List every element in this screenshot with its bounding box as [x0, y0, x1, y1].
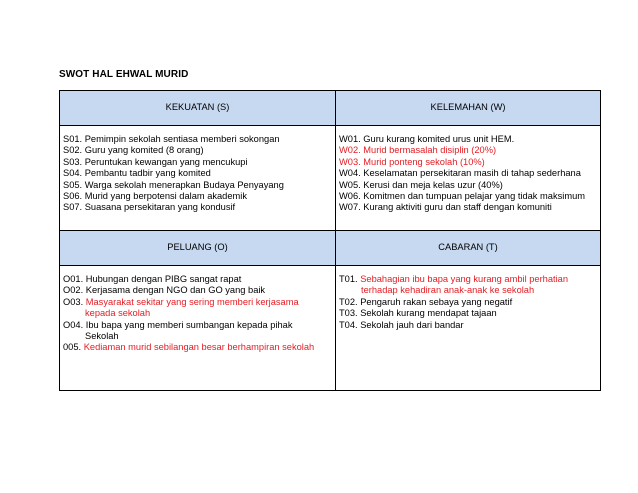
- item-code: W07.: [339, 202, 361, 213]
- strength-item: [63, 191, 333, 202]
- strengths-cell: [60, 126, 336, 231]
- item-code: S01.: [63, 134, 83, 144]
- item-code: W01.: [339, 134, 361, 144]
- weakness-item: [339, 191, 598, 202]
- item-text: Komitmen dan tumpuan pelajar yang tidak maksimum: [363, 191, 585, 202]
- threat-item: [339, 320, 598, 331]
- item-text: Suasana persekitaran yang kondusif: [84, 202, 236, 213]
- weaknesses-cell: [336, 126, 601, 231]
- item-text: Pemimpin sekolah sentiasa memberi sokongan: [84, 134, 280, 144]
- item-text: Guru kurang komited urus unit HEM.: [363, 134, 515, 144]
- opportunity-item: [63, 274, 333, 285]
- opportunity-item: [63, 320, 333, 331]
- item-text: Peruntukan kewangan yang mencukupi: [84, 156, 248, 167]
- item-text: Sekolah jauh dari bandar: [360, 319, 464, 330]
- item-code: W04.: [339, 168, 361, 179]
- weakness-item: [339, 180, 598, 191]
- item-text: Kerusi dan meja kelas uzur (40%): [363, 179, 503, 190]
- weakness-item: [339, 202, 598, 213]
- opportunity-item-continuation: kepada sekolah: [85, 308, 151, 319]
- item-text: Kurang aktiviti guru dan staff dengan komuniti: [363, 202, 552, 213]
- strength-item: [63, 145, 333, 156]
- item-text: Murid bermasalah disiplin (20%): [363, 145, 497, 156]
- item-code: S02.: [63, 145, 83, 156]
- opportunity-item: [63, 285, 333, 296]
- weakness-item-highlighted: [339, 145, 598, 156]
- header-row-sw: [60, 91, 601, 126]
- opportunity-item-continuation: Sekolah: [85, 331, 119, 342]
- item-code: T04.: [339, 319, 358, 330]
- item-code: T02.: [339, 296, 358, 307]
- item-text: Keselamatan persekitaran masih di tahap sederhana: [363, 168, 581, 179]
- item-code: O04.: [63, 319, 84, 330]
- item-code: T01.: [339, 274, 358, 284]
- header-opportunities: PELUANG (O): [60, 231, 336, 266]
- item-text: Guru yang komited (8 orang): [84, 145, 204, 156]
- item-text-highlighted: Masyarakat sekitar yang sering memberi kerjasama: [85, 296, 299, 307]
- strength-item: [63, 202, 333, 213]
- item-code: W06.: [339, 191, 361, 202]
- strength-item: [63, 134, 333, 145]
- swot-table: [59, 90, 601, 391]
- item-code: O03.: [63, 296, 84, 307]
- threat-item: [339, 274, 598, 285]
- opportunities-cell: [60, 266, 336, 391]
- item-code: S06.: [63, 191, 83, 202]
- document-title: SWOT HAL EHWAL MURID: [59, 69, 189, 80]
- strength-item: [63, 157, 333, 168]
- item-code: W05.: [339, 179, 361, 190]
- item-code: T03.: [339, 308, 358, 319]
- item-code: W03.: [339, 156, 361, 167]
- strength-item: [63, 180, 333, 191]
- item-text: Hubungan dengan PIBG sangat rapat: [85, 274, 242, 284]
- item-text: Murid ponteng sekolah (10%): [363, 156, 485, 167]
- item-text: Pembantu tadbir yang komited: [84, 168, 211, 179]
- weakness-item: [339, 168, 598, 179]
- item-code: 005.: [63, 342, 82, 353]
- item-text: Kerjasama dengan NGO dan GO yang baik: [85, 285, 266, 296]
- item-code: W02.: [339, 145, 361, 156]
- item-text-highlighted: Kediaman murid sebilangan besar berhampiran sekolah: [83, 342, 315, 353]
- item-text: Sekolah kurang mendapat tajaan: [360, 308, 497, 319]
- body-row-ot: [60, 266, 601, 391]
- header-threats: CABARAN (T): [336, 231, 601, 266]
- item-text: Ibu bapa yang memberi sumbangan kepada pihak: [85, 319, 293, 330]
- weakness-item: [339, 134, 598, 145]
- threat-item: [339, 308, 598, 319]
- threat-item: [339, 297, 598, 308]
- item-code: S07.: [63, 202, 83, 213]
- item-text: Murid yang berpotensi dalam akademik: [84, 191, 247, 202]
- threats-cell: [336, 266, 601, 391]
- item-text-highlighted: Sebahagian ibu bapa yang kurang ambil perhatian: [360, 274, 568, 284]
- item-text: Warga sekolah menerapkan Budaya Penyayang: [84, 179, 284, 190]
- strength-item: [63, 168, 333, 179]
- opportunity-item: [63, 342, 333, 353]
- item-code: S03.: [63, 156, 83, 167]
- threat-item-continuation: terhadap kehadiran anak-anak ke sekolah: [361, 285, 535, 296]
- item-code: O01.: [63, 274, 84, 284]
- item-text: Pengaruh rakan sebaya yang negatif: [360, 296, 513, 307]
- item-code: S05.: [63, 179, 83, 190]
- body-row-sw: [60, 126, 601, 231]
- header-row-ot: [60, 231, 601, 266]
- header-weaknesses: KELEMAHAN (W): [336, 91, 601, 126]
- item-code: O02.: [63, 285, 84, 296]
- header-strengths: KEKUATAN (S): [60, 91, 336, 126]
- opportunity-item: [63, 297, 333, 308]
- item-code: S04.: [63, 168, 83, 179]
- weakness-item-highlighted: [339, 157, 598, 168]
